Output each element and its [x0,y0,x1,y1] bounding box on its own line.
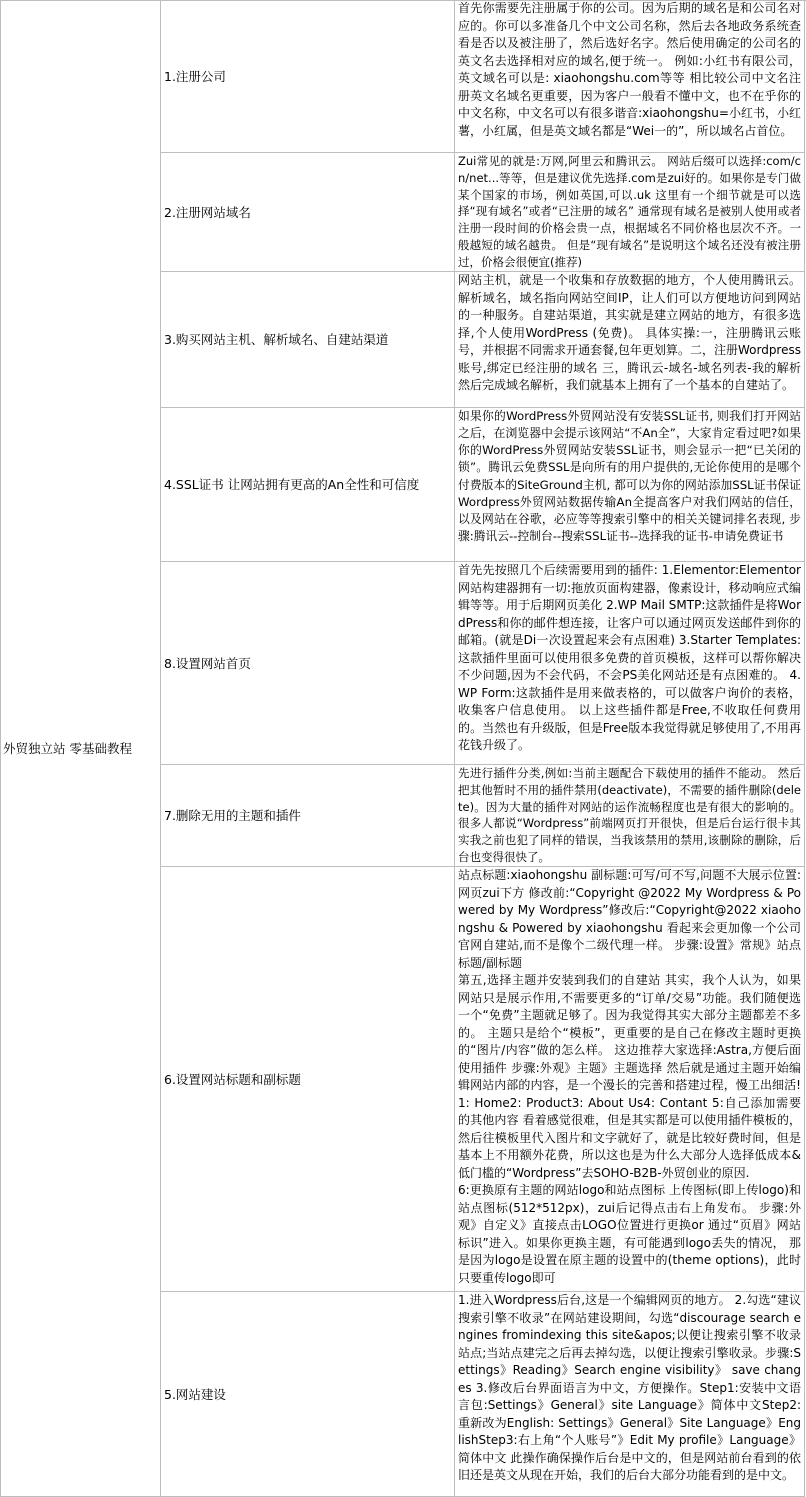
detail-text: 先进行插件分类,例如:当前主题配合下载使用的插件不能动。 然后把其他暂时不用的插件禁用(deactivate)，不需要的插件删除(delete)。因为大量的插件对网站的运作流畅程度也是有很大的影响的。 很多人都说“Wordpress”前端网页打开很快，但是后台运行很卡其实我之前也犯了同样的错误，当我该禁用的禁用,该删除的删除，后台也变得很快了。 [458,766,801,864]
step-cell[interactable] [161,408,455,562]
step-label: 1.注册公司 [164,68,226,84]
detail-cell[interactable] [455,153,805,272]
detail-text: 首先你需要先注册属于你的公司。因为后期的域名是和公司名对应的。你可以多准备几个中文公司名称，然后去各地政务系统查看是否以及被注册了，然后选好名字。然后使用确定的公司名的英文名去选择相对应的域名,便于统一。 例如:小红书有限公司，英文域名可以是: xiaohongshu.com等等 相比较公司中文名注册英文名域名更重要，因为客户一般看不懂中文，也不在乎你的中文名称，中文名可以有很多谐音:xiaohongshu=小红书，小红薯，小红属，但是英文域名都是“Wei一的”，所以域名占首位。 [458,1,801,138]
step-label: 2.注册网站域名 [164,204,251,220]
step-label: 7.删除无用的主题和插件 [164,808,301,823]
course-title-cell[interactable] [0,0,161,1497]
course-title: 外贸独立站 零基础教程 [3,740,132,756]
step-cell[interactable] [161,562,455,765]
step-label: 6.设置网站标题和副标题 [164,1071,301,1087]
detail-cell[interactable] [455,1292,805,1497]
step-cell[interactable] [161,1292,455,1497]
detail-cell[interactable] [455,765,805,867]
step-cell[interactable] [161,765,455,867]
step-label: 4.SSL证书 让网站拥有更高的An全性和可信度 [164,477,420,492]
detail-text: 如果你的WordPress外贸网站没有安装SSL证书, 则我们打开网站之后，在浏览器中会提示该网站“不An全”，大家肯定看过吧?如果你的WordPress外贸网站安装SSL证书，则会显示一把“已关闭的锁”。腾讯云免费SSL是向所有的用户提供的,无论你使用的是哪个付费版本的SiteGround主机, 都可以为你的网站添加SSL证书保证Wordpress外贸网站数据传输An全提高客户对我们网站的信任，以及网站在谷歌，必应等等搜索引擎中的相关关键词排名表现, 步骤:腾讯云--控制台--搜索SSL证书--选择我的证书-申请免费证书 [458,409,801,544]
detail-cell[interactable] [455,408,805,562]
step-cell[interactable] [161,867,455,1292]
step-cell[interactable] [161,0,455,153]
detail-text: 1.进入Wordpress后台,这是一个编辑网页的地方。 2.勾选“建议搜索引擎不收录”在网站建设期间，勾选“discourage search engines fromindexing this site&apos;以便让搜索引擎不收录站点;当站点建完之后再去掉勾选，以便让搜索引擎收录。步骤:Settings》Reading》Search engine visibility》 save changes 3.修改后台界面语言为中文，方便操作。Step1:安装中文语言包:Settings》General》site Language》简体中文Step2:重新改为English: Settings》General》Site Language》EnglishStep3:右上角“个人账号”》Edit My profile》Language》简体中文 此操作确保操作后台是中文的，但是网站前台看到的依旧还是英文从现在开始，我们的后台大部分功能看到的是中文。 [458,1293,801,1482]
step-label: 8.设置网站首页 [164,655,251,671]
detail-cell[interactable] [455,272,805,408]
step-cell[interactable] [161,272,455,408]
step-label: 3.购买网站主机、解析域名、自建站渠道 [164,332,389,347]
detail-cell[interactable] [455,867,805,1292]
step-label: 5.网站建设 [164,1386,226,1402]
detail-text: 网站主机，就是一个收集和存放数据的地方，个人使用腾讯云。解析域名，域名指向网站空间IP，让人们可以方便地访问到网站的一种服务。自建站渠道，其实就是建立网站的地方，有很多选择,个人使用WordPress (免费)。 具体实操:一，注册腾讯云账号，并根据不同需求开通套餐,包年更划算。二，注册Wordpress账号,绑定已经注册的域名 三，腾讯云-域名-域名列表-我的解析然后完成域名解析，我们就基本上拥有了一个基本的自建站了。 [458,273,801,392]
detail-cell[interactable] [455,562,805,765]
detail-text: 首先先按照几个后续需要用到的插件: 1.Elementor:Elementor网站构建器拥有一切:拖放页面构建器，像素设计，移动响应式编辑等等。用于后期网页美化 2.WP Mail SMTP:这款插件是将WordPress和你的邮件想连接，让客户可以通过网页发送邮件到你的邮箱。(就是Di一次设置起来会有点困难) 3.Starter Templates:这款插件里面可以使用很多免费的首页模板，这样可以帮你解决不少问题,因为不会代码，不会PS美化网站还是有点困难的。 4.WP Form:这款插件是用来做表格的，可以做客户询价的表格，收集客户信息使用。 以上这些插件都是Free,不收取任何费用的。当然也有升级版，但是Free版本我觉得就足够使用了,不用再花钱升级了。 [458,563,801,752]
detail-cell[interactable] [455,0,805,153]
detail-text: 站点标题:xiaohongshu 副标题:可写/可不写,问题不大展示位置:网页zui下方 修改前:“Copyright @2022 My Wordpress & Powered by My Wordpress”修改后:“Copyright@2022 xiaohongshu & Powered by xiaohongshu 看起来会更加像一个公司官网自建站,而不是像个二级代理一样。 步骤:设置》常规》站点标题/副标题 第五,选择主题并安装到我们的自建站 其实，我个人认为，如果网站只是展示作用,不需要更多的“订单/交易”功能。我们随便选一个“免费”主题就足够了。因为我觉得其实大部分主题都差不多的。 主题只是给个“模板”，更重要的是自己在修改主题时更换的“图片/内容”做的怎么样。 这边推荐大家选择:Astra,方便后面使用插件 步骤:外观》主题》主题选择 然后就是通过主题开始编辑网站内部的内容，是一个漫长的完善和搭建过程，慢工出细活! 1: Home2: Product3: About Us4: Contant 5:自己添加需要的其他内容 看着感觉很难，但是其实都是可以使用插件模板的，然后往模板里代入图片和文字就好了，就是比较好费时间，但是基本上不用额外花费，所以这也是为什么大部分人选择低成本&低门槛的“Wordpress”去SOHO-B2B-外贸创业的原因. 6:更换原有主题的网站logo和站点图标 上传图标(即上传logo)和站点图标(512*512px)，zui后记得点击右上角发布。 步骤:外观》自定义》直接点击LOGO位置进行更换or 通过“页眉》网站标识”进入。如果你更换主题，有可能遇到logo丢失的情况， 那是因为logo是设置在原主题的设置中的(theme options)，此时只要重传logo即可 [458,868,801,1285]
step-cell[interactable] [161,153,455,272]
detail-text: Zui常见的就是:万网,阿里云和腾讯云。 网站后缀可以选择:com/cn/net...等等，但是建议优先选择.com是zui好的。如果你是专门做某个国家的市场，例如英国,可以.uk 这里有一个细节就是可以选择“现有域名”或者“已注册的域名” 通常现有域名是被别人使用或者注册一段时间的价格会贵一点，根据域名不同价格也层次不齐。一般越短的域名越贵。 但是“现有域名”是说明这个域名还没有被注册过，价格会很便宜(推荐) [458,154,801,269]
